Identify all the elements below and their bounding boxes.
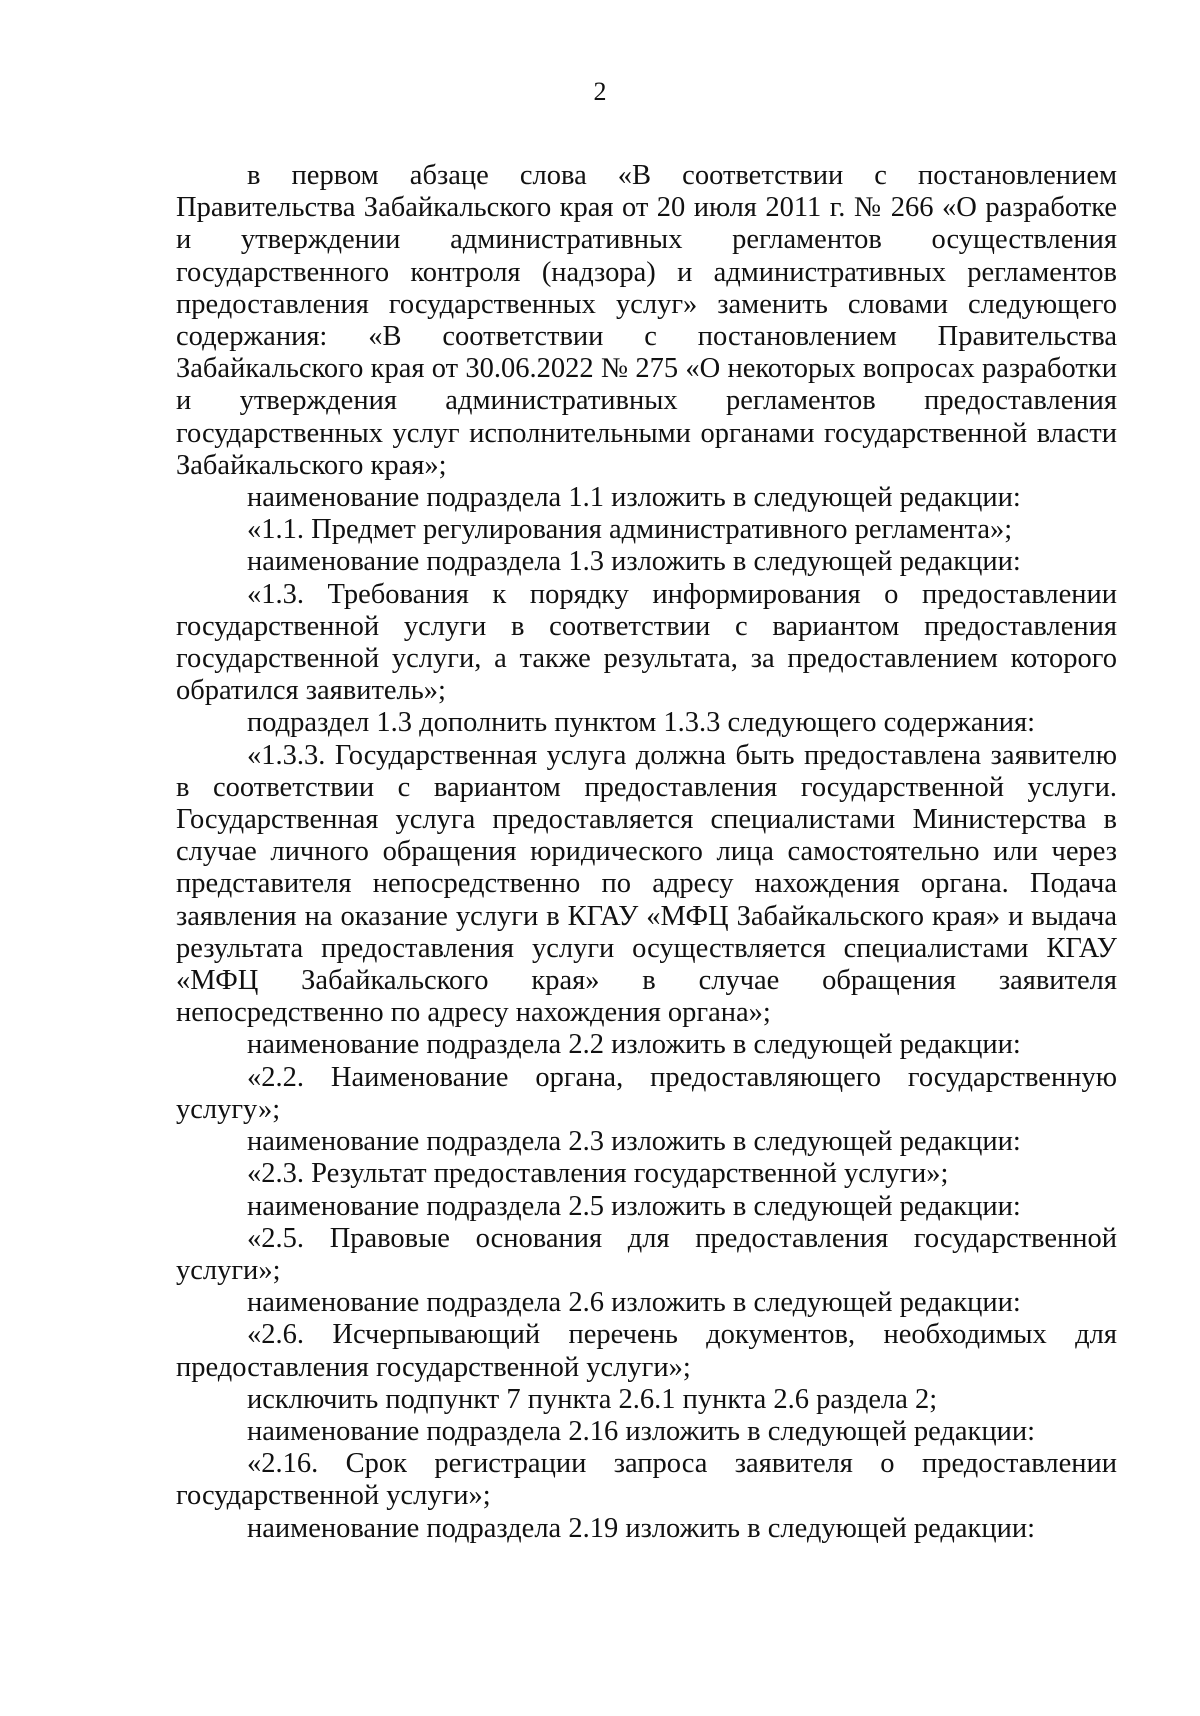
paragraph-subsection-2-2-text: «2.2. Наименование органа, предоставляющего государственную услугу»;	[176, 1061, 1117, 1125]
paragraph-subsection-2-3-instruction: наименование подраздела 2.3 изложить в следующей редакции:	[247, 1126, 1021, 1158]
paragraph-subsection-2-2-instruction: наименование подраздела 2.2 изложить в следующей редакции:	[247, 1029, 1021, 1061]
paragraph-exclude-subpoint-7: исключить подпункт 7 пункта 2.6.1 пункта 2.6 раздела 2;	[247, 1383, 938, 1415]
paragraph-first-abzac: в первом абзаце слова «В соответствии с постановлением Правительства Забайкальского края от 20 июля 2011 г. № 266 «О разработке и утверждении административных регламентов осуществления государственного контроля (надзора) и административных регламентов предоставления государственных услуг» заменить словами следующего содержания: «В соответствии с постановлением Правительства Забайкальского края от 30.06.2022 № 275 «О некоторых вопросах разработки и утверждения административных регламентов предоставления государственных услуг исполнительными органами государственной власти Забайкальского края»;	[176, 160, 1117, 481]
paragraph-subsection-2-16-text: «2.16. Срок регистрации запроса заявителя о предоставлении государственной услуги»;	[176, 1448, 1117, 1512]
paragraph-point-1-3-3-instruction: подраздел 1.3 дополнить пунктом 1.3.3 следующего содержания:	[247, 707, 1036, 739]
paragraph-subsection-1-1-instruction: наименование подраздела 1.1 изложить в следующей редакции:	[247, 482, 1021, 514]
paragraph-subsection-1-1-text: «1.1. Предмет регулирования административного регламента»;	[247, 514, 1013, 546]
paragraph-subsection-2-6-instruction: наименование подраздела 2.6 изложить в следующей редакции:	[247, 1287, 1021, 1319]
page-number: 2	[593, 77, 607, 106]
paragraph-subsection-2-6-text: «2.6. Исчерпывающий перечень документов, необходимых для предоставления государственной услуги»;	[176, 1319, 1117, 1383]
paragraph-subsection-2-3-text: «2.3. Результат предоставления государственной услуги»;	[247, 1158, 949, 1190]
paragraph-point-1-3-3-text: «1.3.3. Государственная услуга должна быть предоставлена заявителю в соответствии с вариантом предоставления государственной услуги. Государственная услуга предоставляется специалистами Министерства в случае личного обращения юридического лица самостоятельно или через представителя непосредственно по адресу нахождения органа. Подача заявления на оказание услуги в КГАУ «МФЦ Забайкальского края» и выдача результата предоставления услуги осуществляется специалистами КГАУ «МФЦ Забайкальского края» в случае обращения заявителя непосредственно по адресу нахождения органа»;	[176, 739, 1117, 1029]
document-body	[176, 160, 1117, 1545]
paragraph-subsection-2-5-instruction: наименование подраздела 2.5 изложить в следующей редакции:	[247, 1190, 1021, 1222]
paragraph-subsection-1-3-text: «1.3. Требования к порядку информирования о предоставлении государственной услуги в соответствии с вариантом предоставления государственной услуги, а также результата, за предоставлением которого обратился заявитель»;	[176, 578, 1117, 707]
paragraph-subsection-2-19-instruction: наименование подраздела 2.19 изложить в следующей редакции:	[247, 1512, 1036, 1544]
paragraph-subsection-2-16-instruction: наименование подраздела 2.16 изложить в следующей редакции:	[247, 1415, 1036, 1447]
paragraph-subsection-2-5-text: «2.5. Правовые основания для предоставления государственной услуги»;	[176, 1222, 1117, 1286]
paragraph-subsection-1-3-instruction: наименование подраздела 1.3 изложить в следующей редакции:	[247, 546, 1021, 578]
